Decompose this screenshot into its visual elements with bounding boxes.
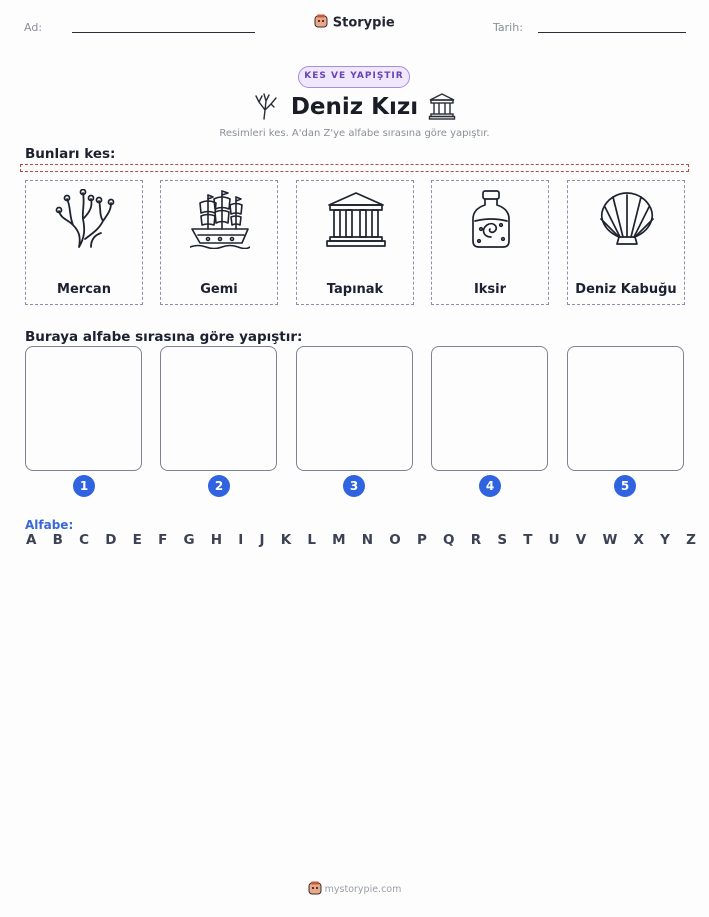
footer-url[interactable]: mystorypie.com bbox=[324, 884, 402, 895]
alphabet-letter: Y bbox=[660, 532, 670, 548]
ship-icon bbox=[190, 189, 250, 249]
card-label: Gemi bbox=[200, 282, 238, 297]
cut-line bbox=[20, 164, 689, 172]
position-number: 5 bbox=[614, 475, 636, 497]
temple-icon bbox=[428, 92, 456, 124]
alphabet-letter: J bbox=[259, 532, 265, 548]
alphabet-row bbox=[26, 532, 696, 548]
alphabet-letter: Z bbox=[686, 532, 696, 548]
date-label: Tarih: bbox=[493, 21, 523, 34]
coral-icon bbox=[55, 189, 115, 249]
alphabet-letter: S bbox=[497, 532, 508, 548]
paste-box-3[interactable] bbox=[296, 346, 413, 471]
card-label: Tapınak bbox=[326, 282, 384, 297]
footer bbox=[0, 881, 709, 898]
paste-box-2[interactable] bbox=[160, 346, 277, 471]
alphabet-letter: O bbox=[389, 532, 401, 548]
card-label: Iksir bbox=[473, 282, 507, 297]
position-number: 2 bbox=[208, 475, 230, 497]
alphabet-letter: R bbox=[470, 532, 482, 548]
alphabet-letter: N bbox=[361, 532, 374, 548]
alphabet-letter: T bbox=[523, 532, 533, 548]
alphabet-letter: G bbox=[183, 532, 195, 548]
alphabet-letter: C bbox=[79, 532, 90, 548]
alphabet-label: Alfabe: bbox=[25, 518, 74, 532]
alphabet-letter: X bbox=[633, 532, 644, 548]
cut-card-ship[interactable] bbox=[160, 180, 278, 305]
alphabet-letter: U bbox=[548, 532, 560, 548]
position-number: 4 bbox=[479, 475, 501, 497]
alphabet-letter: V bbox=[575, 532, 587, 548]
name-label: Ad: bbox=[24, 21, 43, 34]
cut-heading: Bunları kes: bbox=[25, 146, 116, 162]
brand-name: Storypie bbox=[332, 15, 395, 31]
alphabet-letter: P bbox=[416, 532, 427, 548]
date-line[interactable] bbox=[538, 32, 686, 33]
position-number: 3 bbox=[343, 475, 365, 497]
cut-card-temple[interactable] bbox=[296, 180, 414, 305]
alphabet-letter: Q bbox=[443, 532, 455, 548]
paste-box-1[interactable] bbox=[25, 346, 142, 471]
storypie-mascot-icon bbox=[308, 887, 325, 898]
cut-card-coral[interactable] bbox=[25, 180, 143, 305]
storypie-mascot-icon bbox=[314, 17, 333, 32]
seashell-icon bbox=[597, 189, 657, 249]
instructions: Resimleri kes. A'dan Z'ye alfabe sırasına göre yapıştır. bbox=[219, 128, 490, 139]
alphabet-letter: B bbox=[52, 532, 63, 548]
alphabet-letter: W bbox=[602, 532, 618, 548]
paste-heading: Buraya alfabe sırasına göre yapıştır: bbox=[25, 329, 303, 345]
alphabet-letter: I bbox=[238, 532, 244, 548]
cut-card-potion[interactable] bbox=[431, 180, 549, 305]
potion-icon bbox=[461, 189, 521, 249]
card-label: Deniz Kabuğu bbox=[575, 282, 677, 297]
alphabet-letter: H bbox=[210, 532, 223, 548]
alphabet-letter: A bbox=[26, 532, 37, 548]
page-title: Deniz Kızı bbox=[290, 94, 419, 120]
alphabet-letter: F bbox=[158, 532, 168, 548]
brand-logo bbox=[0, 14, 709, 32]
card-label: Mercan bbox=[57, 282, 111, 297]
temple-icon bbox=[326, 189, 386, 249]
cut-card-seashell[interactable] bbox=[567, 180, 685, 305]
activity-badge: KES VE YAPIŞTIR bbox=[298, 66, 410, 88]
alphabet-letter: E bbox=[132, 532, 142, 548]
alphabet-letter: K bbox=[280, 532, 292, 548]
name-line[interactable] bbox=[72, 32, 255, 33]
paste-box-4[interactable] bbox=[431, 346, 548, 471]
paste-box-5[interactable] bbox=[567, 346, 684, 471]
alphabet-letter: M bbox=[332, 532, 346, 548]
position-number: 1 bbox=[73, 475, 95, 497]
alphabet-letter: D bbox=[105, 532, 117, 548]
alphabet-letter: L bbox=[307, 532, 316, 548]
